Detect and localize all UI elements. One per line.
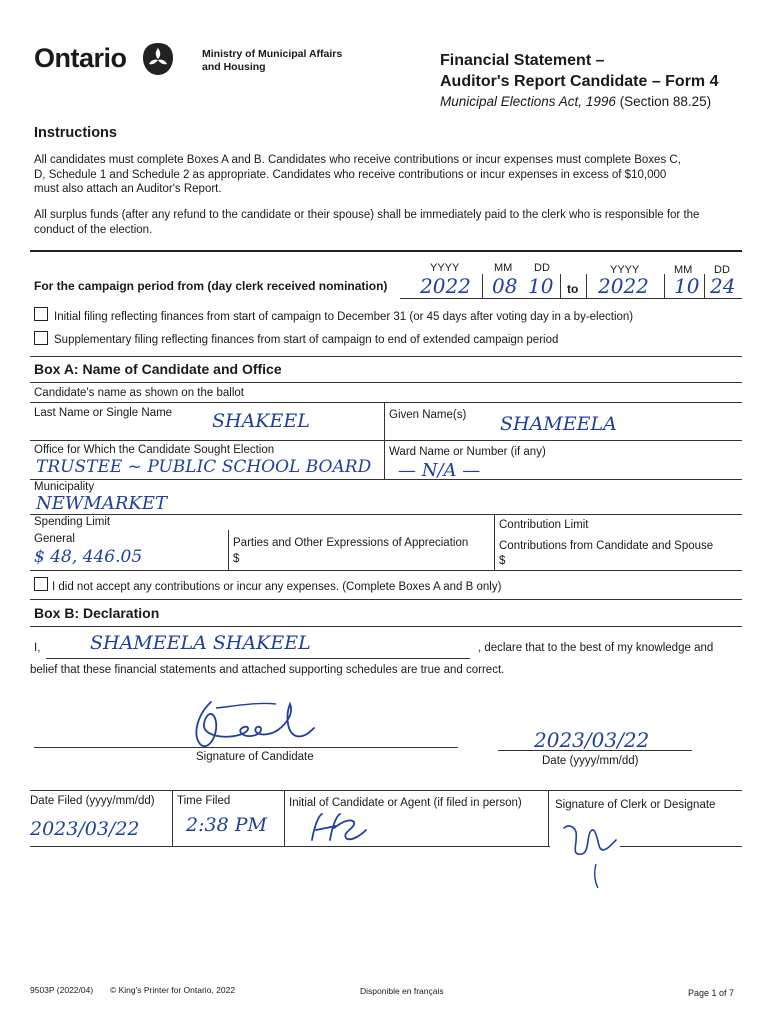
given-name-value[interactable]: SHAMEELA [500, 413, 617, 435]
last-name-value[interactable]: SHAKEEL [212, 410, 310, 432]
to-dd-header: DD [714, 264, 730, 276]
instructions-paragraph-1: All candidates must complete Boxes A and B. Candidates who receive contributions or incur expenses must complete Boxes C, D, Schedule 1 and Schedule 2 as appropriate. Candidates who receive contributions or incur expenses in excess of $10,000 must also attach an Auditor's Report. [34, 154, 681, 195]
given-name-label: Given Name(s) [389, 409, 467, 421]
divider [30, 514, 742, 515]
ward-label: Ward Name or Number (if any) [389, 446, 546, 458]
divider [30, 790, 742, 791]
to-yyyy-header: YYYY [610, 264, 640, 276]
date-filed-value[interactable]: 2023/03/22 [30, 818, 140, 840]
last-name-label: Last Name or Single Name [34, 407, 173, 419]
instructions-heading: Instructions [34, 125, 117, 141]
date-separator [586, 274, 587, 298]
declaration-i: I, [34, 642, 41, 654]
belief-text: belief that these financial statements and attached supporting schedules are true and correct. [30, 664, 505, 676]
campaign-period-label: For the campaign period from (day clerk received nomination) [34, 279, 388, 293]
divider [30, 440, 742, 441]
divider [30, 402, 742, 403]
parties-value[interactable]: $ [233, 553, 240, 565]
divider [30, 382, 742, 383]
ontario-logo [34, 40, 184, 80]
box-b-heading: Box B: Declaration [34, 605, 160, 621]
form-title [440, 50, 719, 92]
ministry-line-1: Ministry of Municipal Affairs [202, 48, 343, 60]
declarant-name-underline [46, 658, 470, 659]
declaration-text: , declare that to the best of my knowledge and [478, 642, 714, 654]
date-separator [664, 274, 665, 298]
no-contributions-label: I did not accept any contributions or incur any expenses. (Complete Boxes A and B only) [52, 581, 502, 593]
contribution-limit-label: Contribution Limit [499, 519, 589, 531]
ministry-line-2: and Housing [202, 61, 266, 73]
trillium-icon [142, 42, 174, 76]
form-title-line-1: Financial Statement – [440, 52, 605, 69]
table-column-separator [284, 790, 285, 846]
french-availability: Disponible en français [360, 986, 444, 996]
candidate-signature [186, 694, 326, 754]
contributions-label: Contributions from Candidate and Spouse [499, 540, 714, 552]
divider [620, 846, 742, 847]
general-spending-limit-value[interactable]: $ 48, 446.05 [34, 547, 143, 567]
declarant-name-value[interactable]: SHAMEELA SHAKEEL [90, 632, 311, 654]
municipality-value[interactable]: NEWMARKET [36, 493, 167, 514]
divider [30, 846, 550, 847]
divider [30, 250, 742, 252]
divider [30, 599, 742, 600]
divider [30, 626, 742, 627]
ward-value[interactable]: — N/A — [398, 460, 481, 481]
form-code: 9503P (2022/04) [30, 985, 94, 995]
field-separator [494, 514, 495, 570]
parties-label: Parties and Other Expressions of Appreciation [233, 537, 469, 549]
no-contributions-checkbox[interactable] [34, 577, 48, 591]
form-title-line-2: Auditor's Report Candidate – Form 4 [440, 73, 719, 90]
clerk-signature-label: Signature of Clerk or Designate [555, 799, 716, 811]
ontario-wordmark: Ontario [34, 43, 127, 73]
to-day-value[interactable]: 24 [710, 274, 736, 298]
declaration-date-value[interactable]: 2023/03/22 [534, 728, 650, 752]
to-month-value[interactable]: 10 [674, 274, 700, 298]
office-value[interactable]: TRUSTEE ~ PUBLIC SCHOOL BOARD [36, 457, 372, 477]
initial-filing-label: Initial filing reflecting finances from start of campaign to December 31 (or 45 days after voting day in a by-election) [54, 311, 634, 323]
to-mm-header: MM [674, 264, 693, 276]
supplementary-filing-label: Supplementary filing reflecting finances from start of campaign to end of extended campaign period [54, 334, 559, 346]
municipality-label: Municipality [34, 481, 95, 493]
initial-label: Initial of Candidate or Agent (if filed in person) [289, 797, 522, 809]
office-label: Office for Which the Candidate Sought Election [34, 444, 275, 456]
signature-label: Signature of Candidate [196, 751, 314, 763]
table-column-separator [172, 790, 173, 846]
divider [30, 356, 742, 357]
act-name: Municipal Elections Act, 1996 [440, 94, 616, 109]
page-number: Page 1 of 7 [688, 988, 735, 998]
initial-filing-checkbox[interactable] [34, 307, 48, 321]
campaign-date-underline [400, 298, 742, 299]
date-filed-label: Date Filed (yyyy/mm/dd) [30, 795, 155, 807]
ballot-name-label: Candidate's name as shown on the ballot [34, 387, 244, 399]
time-filed-label: Time Filed [177, 795, 231, 807]
date-line [498, 750, 692, 751]
from-dd-header: DD [534, 262, 550, 274]
to-label: to [567, 282, 579, 296]
general-label: General [34, 533, 75, 545]
from-month-value[interactable]: 08 [492, 274, 518, 298]
from-yyyy-header: YYYY [430, 262, 460, 274]
from-year-value[interactable]: 2022 [420, 274, 471, 298]
date-separator [482, 274, 483, 298]
date-separator [704, 274, 705, 298]
clerk-signature [560, 814, 650, 894]
date-label: Date (yyyy/mm/dd) [542, 755, 639, 767]
date-separator [560, 274, 561, 298]
box-a-heading: Box A: Name of Candidate and Office [34, 361, 282, 377]
form-subtitle [440, 94, 711, 109]
field-separator [228, 530, 229, 570]
signature-line [34, 747, 458, 748]
act-section: (Section 88.25) [619, 94, 712, 109]
contributions-value[interactable]: $ [499, 555, 506, 567]
from-day-value[interactable]: 10 [528, 274, 554, 298]
divider [30, 479, 742, 480]
instructions-paragraph-2: All surplus funds (after any refund to the candidate or their spouse) shall be immediately paid to the clerk who is responsible for the conduct of the election. [34, 209, 700, 236]
to-year-value[interactable]: 2022 [598, 274, 649, 298]
ministry-name [202, 48, 342, 74]
spending-limit-label: Spending Limit [34, 516, 111, 528]
time-filed-value[interactable]: 2:38 PM [186, 814, 267, 836]
copyright: © King's Printer for Ontario, 2022 [110, 985, 236, 995]
supplementary-filing-checkbox[interactable] [34, 331, 48, 345]
agent-initials [302, 810, 372, 846]
from-mm-header: MM [494, 262, 513, 274]
table-column-separator [548, 790, 549, 846]
divider [30, 570, 742, 571]
